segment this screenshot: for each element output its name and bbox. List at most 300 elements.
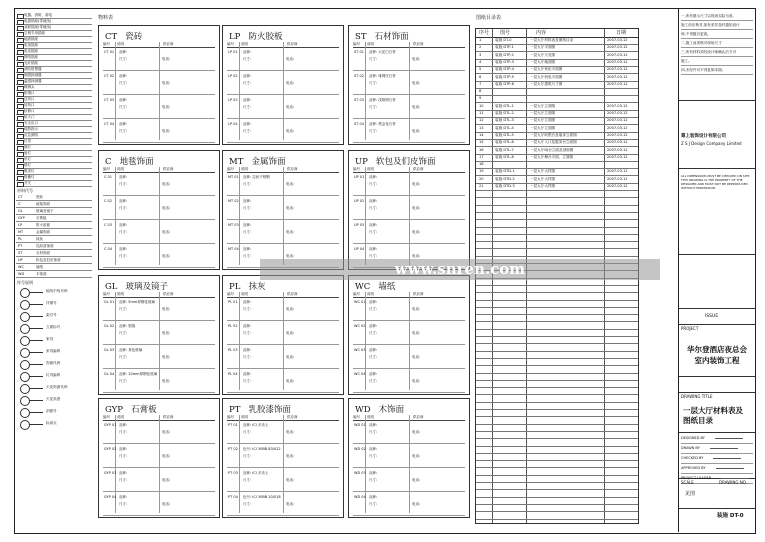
legend-text: 排烟口 <box>24 91 35 95</box>
row-drawing-no: 装施 DTL-5 <box>495 132 514 137</box>
row-no: 18 <box>479 162 484 167</box>
material-name: 金属饰面 <box>251 157 286 167</box>
legend-symbol-row <box>16 395 92 406</box>
material-row-divider <box>227 94 339 95</box>
material-spec-name: 品种: <box>243 223 252 227</box>
legend-symbol-row <box>16 335 92 346</box>
row-content: 一层大厅机电平面图 <box>530 74 563 79</box>
material-spec-name: 品种: <box>119 447 128 451</box>
drawing-no-label: DRAWING NO. <box>719 480 747 485</box>
material-spec-name: 品种: <box>243 348 252 352</box>
symbol-circle-icon <box>20 324 30 334</box>
col-supplier: 供应商 <box>287 415 298 419</box>
row-drawing-no: 装施 DTL-1 <box>495 103 514 108</box>
row-drawing-no: 装施 DTP-4 <box>495 67 514 72</box>
material-supplier-phone: 电话: <box>412 379 421 383</box>
signature-scribble <box>715 434 743 439</box>
material-row-code: GL 01 <box>104 300 115 304</box>
project-name-line2: 室内装饰工程 <box>694 356 740 365</box>
material-spec-name: 品种: <box>369 348 378 352</box>
row-drawing-no: 装施 DTL-3 <box>495 118 514 123</box>
material-row-divider <box>227 344 339 345</box>
general-note-line: 施工。 <box>681 57 753 66</box>
row-drawing-no: 装施 DTP-2 <box>495 52 514 57</box>
material-spec-name: 品种: <box>243 122 252 126</box>
material-row-code: ST 01 <box>354 50 364 54</box>
symbol-circle-icon <box>20 420 30 430</box>
material-spec-name: 品种: ICI 多乐士 <box>243 471 269 475</box>
material-spec-size: 尺寸: <box>119 502 128 506</box>
material-row-divider <box>103 320 215 321</box>
row-date: 2007.03.12 <box>607 81 628 86</box>
row-drawing-no: 装施 DTD-2 <box>495 176 515 181</box>
material-supplier-phone: 电话: <box>286 206 295 210</box>
row-content: 一层大厅立面图 <box>530 125 556 130</box>
material-code: WC <box>355 282 371 292</box>
symbol-circle-icon <box>20 348 30 358</box>
material-heading <box>229 155 286 167</box>
header-content: 内容 <box>536 30 547 36</box>
material-row-code: CT 01 <box>104 50 115 54</box>
material-cell-up <box>348 150 470 270</box>
symbol-leader-line <box>29 340 43 341</box>
material-spec-size: 尺寸: <box>243 478 252 482</box>
legend-text: 地面插座 <box>24 37 38 41</box>
legend-code-row <box>16 243 92 250</box>
material-supplier-phone: 电话: <box>162 206 171 210</box>
legend-text: 疏散指示 <box>24 127 38 131</box>
material-heading <box>355 280 395 292</box>
col-supplier: 供应商 <box>163 167 174 171</box>
material-code: UP <box>355 157 368 167</box>
col-no: 编号 <box>353 415 360 419</box>
material-cell-gyp <box>98 398 220 518</box>
col-no: 编号 <box>227 292 234 296</box>
row-date: 2007.03.12 <box>607 38 628 42</box>
material-row-divider <box>227 491 339 492</box>
col-supplier: 供应商 <box>163 292 174 296</box>
code-abbrev: LP <box>18 223 23 227</box>
material-row-divider <box>227 368 339 369</box>
symbol-leader-line <box>29 316 43 317</box>
legend-code-row <box>16 257 92 264</box>
material-spec-size: 尺寸: <box>119 254 128 258</box>
material-spec-name: 品种: <box>369 372 378 376</box>
legend-text: 空调专用插座 <box>24 31 45 35</box>
material-code: C <box>105 157 112 167</box>
material-supplier-phone: 电话: <box>286 307 295 311</box>
legend-symbol-row <box>16 407 92 418</box>
symbol-circle-icon <box>20 396 30 406</box>
material-spec-size: 尺寸: <box>243 355 252 359</box>
title-block <box>678 8 755 532</box>
symbol-circle-icon <box>20 408 30 418</box>
material-row-code: UP 01 <box>354 175 365 179</box>
material-cell-pt <box>222 398 344 518</box>
general-note-line: 四,未经许可不得复制本图。 <box>681 66 753 75</box>
material-supplier-phone: 电话: <box>286 129 295 133</box>
fine-print: ALL DIMENSIONS MUST BE CHECKED ON SITE. THIS DRAWING IS THE PROPERTY OF THE DESIGNER AND MUST NOT BE REPRODUCED WITHOUT PERMISSION. <box>681 174 751 190</box>
col-no: 编号 <box>353 292 360 296</box>
col-desc: 说明 <box>367 42 374 46</box>
material-row-code: CT 03 <box>104 98 115 102</box>
row-date: 2007.03.12 <box>607 125 628 130</box>
drawing-list-row <box>476 512 638 520</box>
material-spec-name: 品种: <box>119 423 128 427</box>
col-supplier: 供应商 <box>163 42 174 46</box>
material-heading <box>105 280 168 292</box>
symbol-label: 立面标号 <box>46 325 61 329</box>
row-no: 20 <box>479 176 484 181</box>
material-name: 瓷砖 <box>125 32 143 42</box>
material-spec-name: 品种: 黑金花石材 <box>369 122 396 126</box>
material-row-divider <box>227 515 339 516</box>
legend-text: 射灯 <box>24 151 31 155</box>
row-date: 2007.03.12 <box>607 147 628 152</box>
general-note-line: 二,施工前须核对现场尺寸 <box>681 39 753 48</box>
material-row-divider <box>103 94 215 95</box>
row-drawing-no: 装施 DTL-4 <box>495 125 514 130</box>
material-name: 地毯饰面 <box>119 157 154 167</box>
material-spec-size: 尺寸: <box>119 182 128 186</box>
code-abbrev: MT <box>18 230 24 234</box>
material-row-divider <box>103 515 215 516</box>
signature-label: APPROVED BY <box>681 466 706 470</box>
col-supplier: 供应商 <box>413 415 424 419</box>
material-row-divider <box>353 118 465 119</box>
drawing-number: 装施 DT-0 <box>717 513 744 519</box>
material-cell-wc <box>348 275 470 395</box>
material-row-divider <box>353 70 465 71</box>
legend-symbol-row <box>16 323 92 334</box>
legend-code-row <box>16 236 92 243</box>
material-row-divider <box>353 195 465 196</box>
code-label: 墙纸 <box>36 265 43 269</box>
row-date: 2007.03.12 <box>607 74 628 79</box>
material-supplier-phone: 电话: <box>162 307 171 311</box>
general-note-line: 师,不得擅自更改。 <box>681 30 753 39</box>
material-row-code: CT 04 <box>104 122 115 126</box>
symbol-label: 家具 <box>46 337 54 341</box>
material-spec-name: 品种: <box>119 122 128 126</box>
material-name: 防火胶板 <box>248 32 283 42</box>
legend-symbol-heading: 符号说明 <box>17 280 33 285</box>
row-no: 11 <box>479 111 484 115</box>
col-desc: 说明 <box>117 42 124 46</box>
material-spec-size: 尺寸: <box>243 331 252 335</box>
material-spec-size: 尺寸: <box>119 355 128 359</box>
col-desc: 说明 <box>241 167 248 171</box>
material-name: 木饰面 <box>378 405 405 415</box>
project-name-line1: 华尔登酒店夜总会 <box>687 345 747 354</box>
material-spec-name: 品种: <box>119 74 128 78</box>
material-spec-name: 品种: <box>369 423 378 427</box>
legend-text: 格栅灯 <box>24 175 35 179</box>
material-supplier-phone: 电话: <box>162 430 171 434</box>
legend-symbol-icon <box>17 182 24 187</box>
row-content: 一层大厅DJ台立面及剖面图 <box>530 147 574 152</box>
col-no: 编号 <box>353 167 360 171</box>
material-supplier-phone: 电话: <box>412 307 421 311</box>
material-spec-name: 品种: <box>243 247 252 251</box>
material-heading <box>229 403 291 415</box>
material-spec-name: 品种: <box>243 74 252 78</box>
material-row-code: LP 04 <box>228 122 238 126</box>
material-spec-size: 尺寸: <box>119 81 128 85</box>
material-spec-size: 尺寸: <box>243 182 252 186</box>
drawing-title <box>683 406 755 426</box>
code-abbrev: PT <box>18 244 23 248</box>
legend-text: 吊灯 <box>24 157 31 161</box>
material-row-code: GYP 01 <box>104 423 117 427</box>
col-desc: 说明 <box>117 415 124 419</box>
col-supplier: 供应商 <box>287 167 298 171</box>
material-row-code: PL 02 <box>228 324 238 328</box>
row-date: 2007.03.12 <box>607 111 628 115</box>
material-spec-name: 品种: <box>119 223 128 227</box>
drawing-title-line1: 一层大厅材料表及 <box>683 406 743 415</box>
material-heading <box>355 30 409 42</box>
material-spec-name: 品种: <box>369 495 378 499</box>
signature-scribble <box>713 454 741 459</box>
symbol-leader-line <box>29 400 43 401</box>
material-supplier-phone: 电话: <box>162 355 171 359</box>
col-supplier: 供应商 <box>413 167 424 171</box>
material-row-divider <box>353 392 465 393</box>
signature-row <box>681 464 753 474</box>
material-row-code: PT 04 <box>228 495 238 499</box>
material-spec-size: 尺寸: <box>119 230 128 234</box>
material-row-code: GL 02 <box>104 324 115 328</box>
legend-text: 检修口 <box>24 109 35 113</box>
symbol-label: 灯具编码 <box>46 373 61 377</box>
material-supplier-phone: 电话: <box>286 105 295 109</box>
code-abbrev: ST <box>18 251 23 255</box>
legend-text: 电器、消防、弱电 <box>24 13 52 17</box>
material-spec-size: 尺寸: <box>369 57 378 61</box>
watermark-banner: www.snren.com <box>260 259 660 280</box>
material-supplier-phone: 电话: <box>286 331 295 335</box>
material-row-divider <box>353 443 465 444</box>
material-row-code: PT 02 <box>228 447 238 451</box>
material-row-divider <box>103 243 215 244</box>
material-spec-size: 尺寸: <box>243 206 252 210</box>
material-name: 墙纸 <box>378 282 396 292</box>
scale-value: 见图 <box>685 491 696 497</box>
material-supplier-phone: 电话: <box>286 81 295 85</box>
general-note-line: 三,所有材料须经设计师确认后方可 <box>681 48 753 57</box>
material-spec-name: 品种: <box>369 247 378 251</box>
row-content: 一层大厅舞台平面、立面图 <box>530 154 574 159</box>
material-supplier-phone: 电话: <box>162 105 171 109</box>
material-spec-size: 尺寸: <box>369 206 378 210</box>
material-row-divider <box>227 142 339 143</box>
code-abbrev: UP <box>18 258 23 262</box>
material-row-divider <box>353 515 465 516</box>
material-row-divider <box>103 467 215 468</box>
general-note-line: 一,所有图示尺寸以现场实际为准, <box>681 12 753 21</box>
material-row-code: C 02 <box>104 199 113 203</box>
material-spec-size: 尺寸: <box>243 57 252 61</box>
material-row-divider <box>103 118 215 119</box>
row-date: 2007.03.12 <box>607 118 628 123</box>
material-spec-name: 品种: <box>119 175 128 179</box>
material-spec-name: 品种: <box>369 199 378 203</box>
symbol-leader-line <box>29 328 43 329</box>
row-drawing-no: 装施 DTL-6 <box>495 140 514 145</box>
material-row-code: MT 02 <box>228 199 239 203</box>
row-no: 2 <box>479 45 482 50</box>
col-supplier: 供应商 <box>163 415 174 419</box>
row-content: 一层大厅天花图 <box>530 52 556 57</box>
row-no: 16 <box>479 147 484 152</box>
material-spec-size: 尺寸: <box>369 129 378 133</box>
material-row-code: PL 04 <box>228 372 238 376</box>
material-row-divider <box>227 443 339 444</box>
material-row-code: WD 04 <box>354 495 366 499</box>
material-heading <box>105 155 154 167</box>
signature-label: DRAWN BY <box>681 446 700 450</box>
material-code: WD <box>355 405 371 415</box>
material-supplier-phone: 电话: <box>162 182 171 186</box>
material-row-code: GL 04 <box>104 372 115 376</box>
legend-code-row <box>16 271 92 278</box>
code-abbrev: PL <box>18 237 23 241</box>
row-drawing-no: 装施 DT-0 <box>495 38 512 42</box>
symbol-label: 标高点 <box>46 421 57 425</box>
material-supplier-phone: 电话: <box>162 454 171 458</box>
symbol-circle-icon <box>20 372 30 382</box>
code-label: 石膏板 <box>36 216 47 220</box>
material-row-divider <box>227 70 339 71</box>
material-spec-size: 尺寸: <box>119 57 128 61</box>
material-supplier-phone: 电话: <box>286 502 295 506</box>
header-no: 序号 <box>479 30 490 36</box>
col-no: 编号 <box>103 415 110 419</box>
code-label: 石材饰面 <box>36 251 50 255</box>
material-spec-size: 尺寸: <box>369 182 378 186</box>
material-row-code: ST 02 <box>354 74 364 78</box>
symbol-label: 索引号 <box>46 313 57 317</box>
legend-text: 筒灯 <box>24 145 31 149</box>
material-row-code: UP 04 <box>354 247 365 251</box>
signature-label: PROJECT LEADER <box>681 476 712 480</box>
legend-code-row <box>16 201 92 208</box>
code-label: 防火胶板 <box>36 223 50 227</box>
legend-text: 网络插座 <box>24 55 38 59</box>
symbol-label: 家具编码 <box>46 349 61 353</box>
project-label: PROJECT <box>681 326 699 331</box>
signature-scribble <box>710 444 738 449</box>
legend-column <box>16 12 92 522</box>
material-spec-size: 尺寸: <box>243 129 252 133</box>
symbol-circle-icon <box>20 336 30 346</box>
material-row-divider <box>103 392 215 393</box>
row-content: 一层大厅大样图 <box>530 176 556 181</box>
material-row-code: PL 03 <box>228 348 238 352</box>
material-name: 软包及们皮饰面 <box>376 157 436 167</box>
material-spec-name: 色号: ICI 30BB 83/022 <box>243 447 281 451</box>
material-spec-name: 品种: 银镜 <box>119 324 136 328</box>
legend-symbol-row <box>16 419 92 430</box>
material-row-divider <box>103 142 215 143</box>
material-supplier-phone: 电话: <box>412 206 421 210</box>
col-supplier: 供应商 <box>413 42 424 46</box>
legend-text: 电视插座 <box>24 43 38 47</box>
row-content: 一层大厅平面图 <box>530 45 556 50</box>
material-row-divider <box>103 219 215 220</box>
symbol-leader-line <box>29 412 43 413</box>
legend-symbol-row <box>16 347 92 358</box>
material-supplier-phone: 电话: <box>412 331 421 335</box>
material-supplier-phone: 电话: <box>412 502 421 506</box>
materials-title: 物料表 <box>98 15 114 21</box>
material-row-code: C 04 <box>104 247 113 251</box>
material-spec-name: 品种: <box>243 98 252 102</box>
row-drawing-no: 装施 DTP-1 <box>495 45 514 50</box>
row-no: 1 <box>479 38 482 42</box>
col-desc: 说明 <box>367 415 374 419</box>
legend-symbol-row <box>16 383 92 394</box>
col-no: 编号 <box>103 167 110 171</box>
material-spec-name: 品种: <box>119 495 128 499</box>
material-spec-name: 品种: <box>243 372 252 376</box>
material-spec-name: 品种: <box>369 324 378 328</box>
material-spec-name: 品种: <box>369 300 378 304</box>
row-no: 4 <box>479 59 482 64</box>
row-content: 一层大厅立面图 <box>530 111 556 115</box>
material-spec-size: 尺寸: <box>369 307 378 311</box>
material-row-code: LP 01 <box>228 50 238 54</box>
material-supplier-phone: 电话: <box>412 81 421 85</box>
material-code: GYP <box>105 405 123 415</box>
project-name <box>681 344 753 366</box>
code-abbrev: WD <box>18 272 25 276</box>
material-row-code: WC 04 <box>354 372 366 376</box>
row-drawing-no: 装施 DTL-2 <box>495 111 514 115</box>
row-content: 一层大厅立面图 <box>530 118 556 123</box>
material-supplier-phone: 电话: <box>286 379 295 383</box>
symbol-label: 天花高度 <box>46 397 61 401</box>
row-drawing-no: 装施 DTD-3 <box>495 184 515 188</box>
row-no: 12 <box>479 118 484 123</box>
material-spec-size: 尺寸: <box>369 430 378 434</box>
material-supplier-phone: 电话: <box>412 230 421 234</box>
material-cell-c <box>98 150 220 270</box>
row-date: 2007.03.12 <box>607 103 628 108</box>
row-no: 15 <box>479 140 484 145</box>
material-supplier-phone: 电话: <box>286 254 295 258</box>
material-spec-name: 品种: 茶色玻璃 <box>119 348 143 352</box>
col-no: 编号 <box>353 42 360 46</box>
material-row-divider <box>227 320 339 321</box>
material-supplier-phone: 电话: <box>162 478 171 482</box>
material-supplier-phone: 电话: <box>286 57 295 61</box>
row-drawing-no: 装施 DTL-7 <box>495 147 514 152</box>
material-spec-name: 品种: <box>119 199 128 203</box>
material-row-code: MT 01 <box>228 175 239 179</box>
material-row-divider <box>103 70 215 71</box>
code-abbrev: C <box>18 202 21 206</box>
code-label: 木饰面 <box>36 272 47 276</box>
material-supplier-phone: 电话: <box>412 454 421 458</box>
row-content: 一层大厅大样图 <box>530 169 556 174</box>
symbol-leader-line <box>29 352 43 353</box>
material-code: PL <box>229 282 241 292</box>
code-label: 地毯饰面 <box>36 202 50 206</box>
material-supplier-phone: 电话: <box>286 182 295 186</box>
legend-code-row <box>16 222 92 229</box>
